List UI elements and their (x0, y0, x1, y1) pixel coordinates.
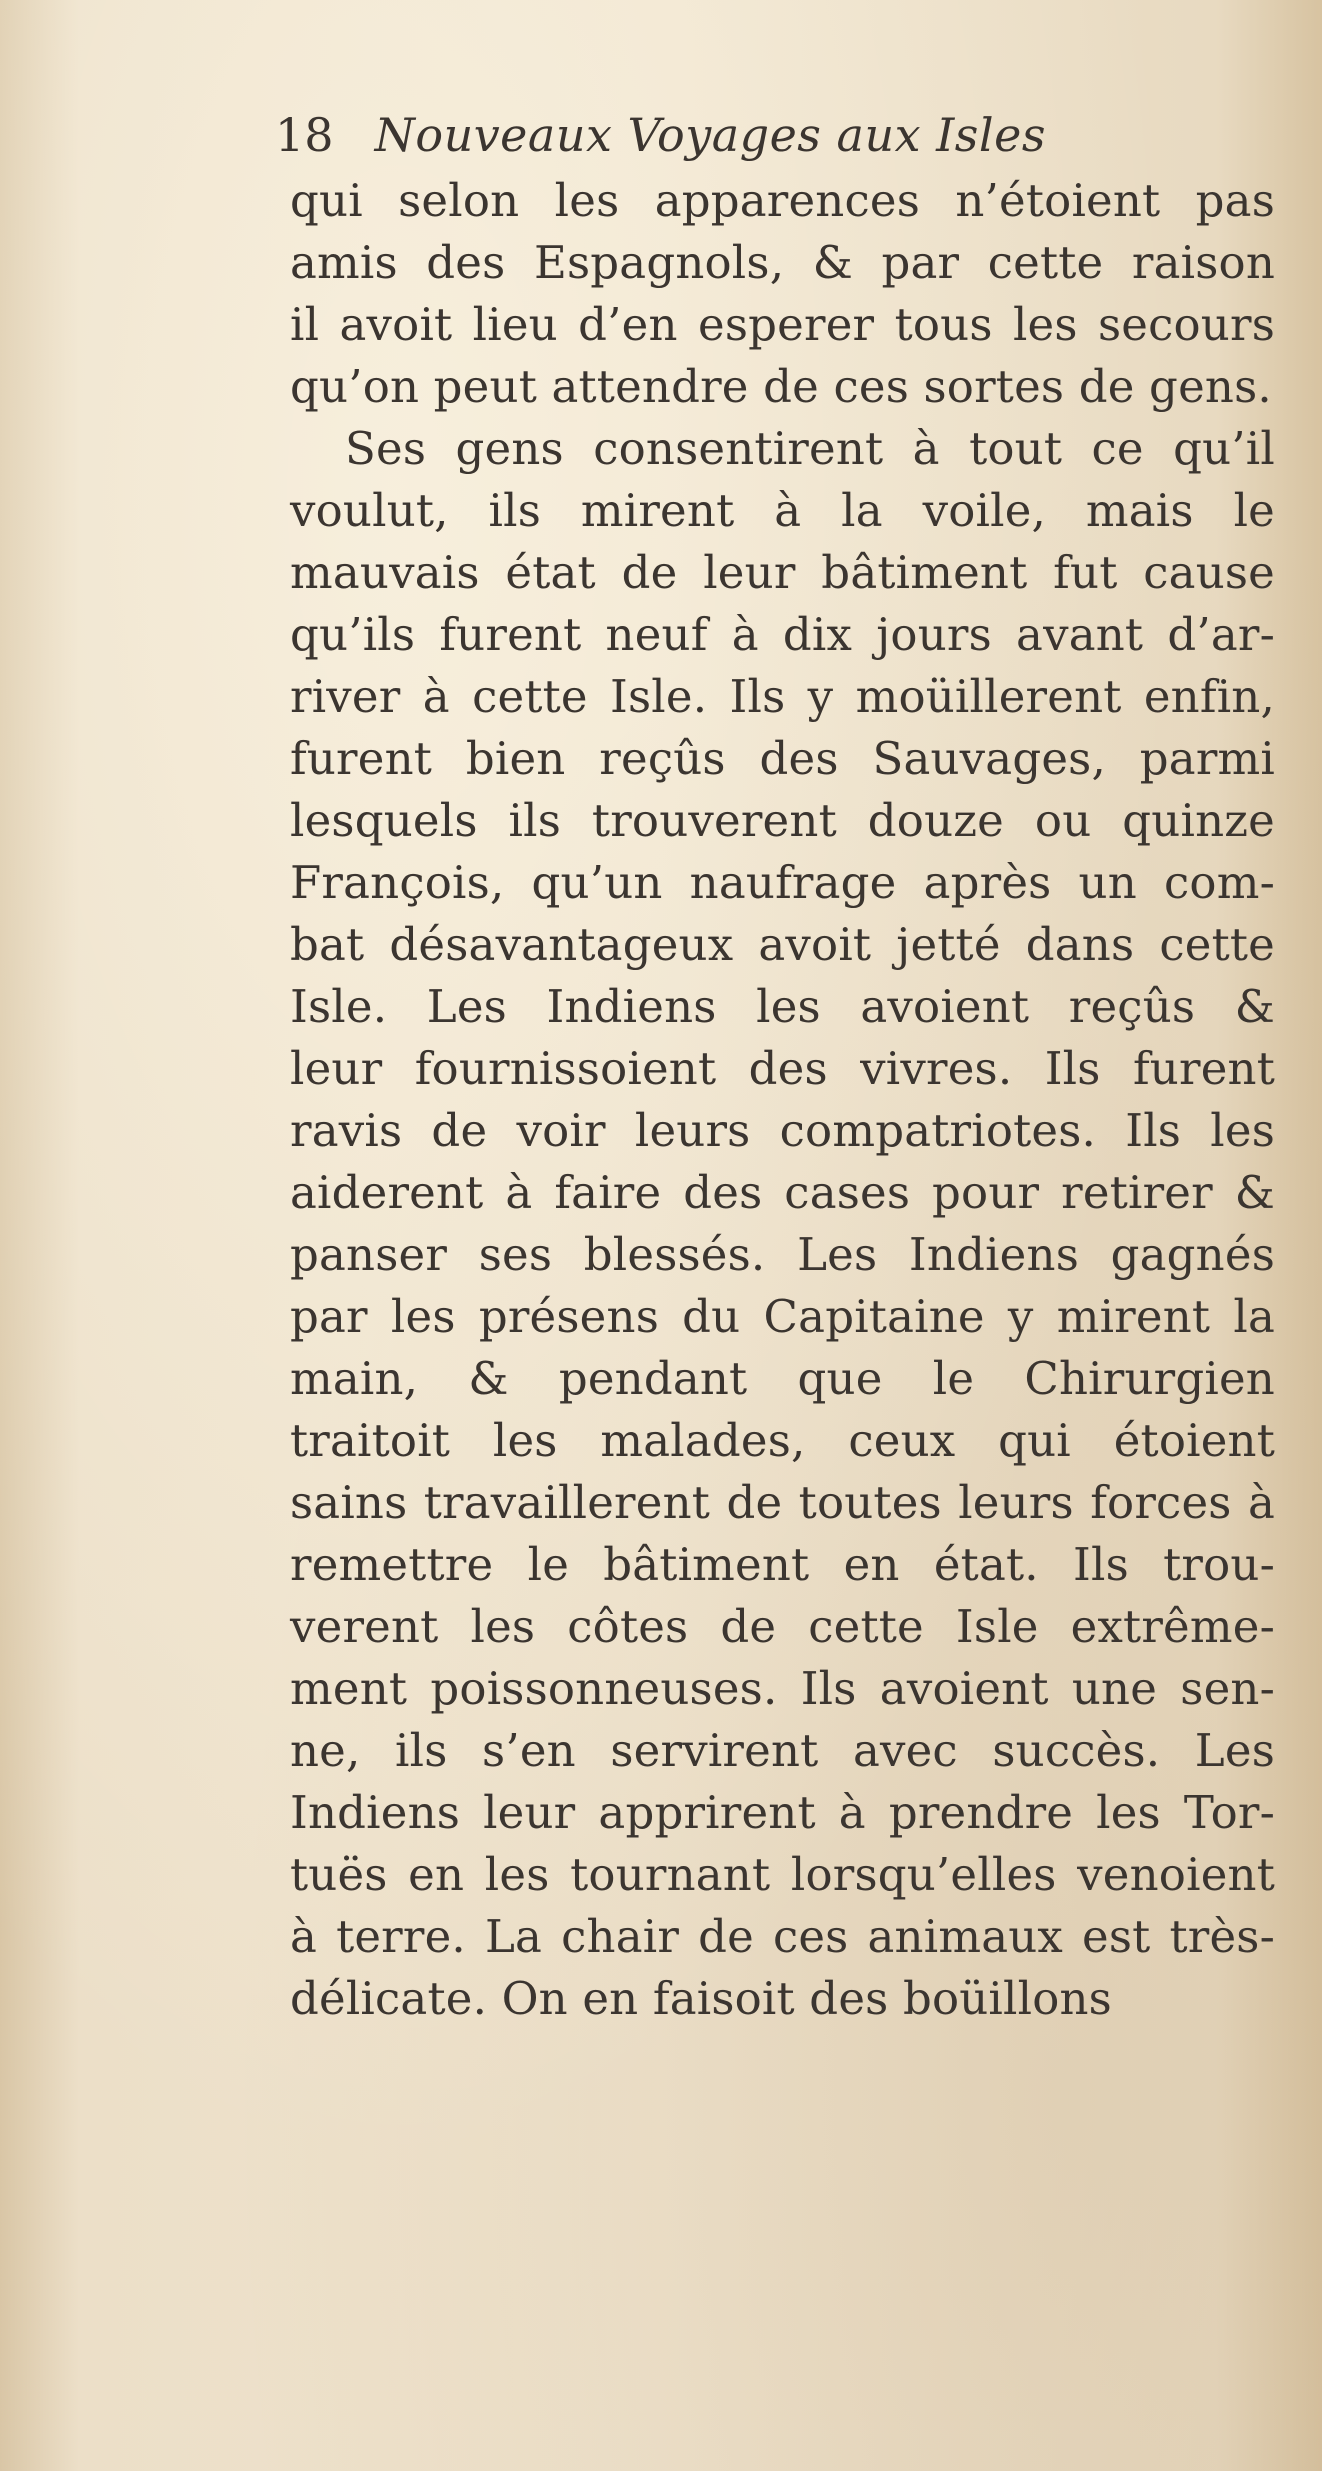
text-line: François, qu’un naufrage après un com- (290, 856, 1275, 909)
text-line: Indiens leur apprirent à prendre les Tor- (290, 1786, 1275, 1839)
text-line: panser ses blessés. Les Indiens gagnés (290, 1228, 1275, 1281)
text-line: aiderent à faire des cases pour retirer & (290, 1166, 1275, 1219)
text-line: ment poissonneuses. Ils avoient une sen- (290, 1662, 1275, 1715)
text-line: verent les côtes de cette Isle extrême- (290, 1600, 1275, 1653)
body-text (290, 170, 1275, 2030)
text-line: sains travaillerent de toutes leurs forces à (290, 1476, 1275, 1529)
text-line: furent bien reçûs des Sauvages, parmi (290, 732, 1275, 785)
text-line: il avoit lieu d’en esperer tous les secours (290, 298, 1275, 351)
text-line: qu’ils furent neuf à dix jours avant d’ar- (290, 608, 1275, 661)
page-header (275, 100, 1275, 170)
text-line: ne, ils s’en servirent avec succès. Les (290, 1724, 1275, 1777)
text-line: ravis de voir leurs compatriotes. Ils les (290, 1104, 1275, 1157)
text-line: qu’on peut attendre de ces sortes de gens. (290, 360, 1272, 413)
text-line: leur fournissoient des vivres. Ils furent (290, 1042, 1275, 1095)
text-line: Isle. Les Indiens les avoient reçûs & (290, 980, 1275, 1033)
text-line: tuës en les tournant lorsqu’elles venoient (290, 1848, 1275, 1901)
text-line: bat désavantageux avoit jetté dans cette (290, 918, 1275, 971)
text-line: par les présens du Capitaine y mirent la (290, 1290, 1275, 1343)
paragraph-start-line: Ses gens consentirent à tout ce qu’il (345, 422, 1275, 475)
text-line: qui selon les apparences n’étoient pas (290, 174, 1275, 227)
page-number: 18 (275, 108, 334, 162)
text-line: délicate. On en faisoit des boüillons (290, 1972, 1112, 2025)
text-line: traitoit les malades, ceux qui étoient (290, 1414, 1275, 1467)
text-line: voulut, ils mirent à la voile, mais le (290, 484, 1275, 537)
running-title: Nouveaux Voyages aux Isles (374, 108, 1046, 162)
text-line: amis des Espagnols, & par cette raison (290, 236, 1275, 289)
text-line: main, & pendant que le Chirurgien (290, 1352, 1275, 1405)
text-line: remettre le bâtiment en état. Ils trou- (290, 1538, 1275, 1591)
text-line: à terre. La chair de ces animaux est très- (290, 1910, 1275, 1963)
text-line: lesquels ils trouverent douze ou quinze (290, 794, 1275, 847)
text-line: river à cette Isle. Ils y moüillerent enfin, (290, 670, 1275, 723)
text-line: mauvais état de leur bâtiment fut cause (290, 546, 1275, 599)
